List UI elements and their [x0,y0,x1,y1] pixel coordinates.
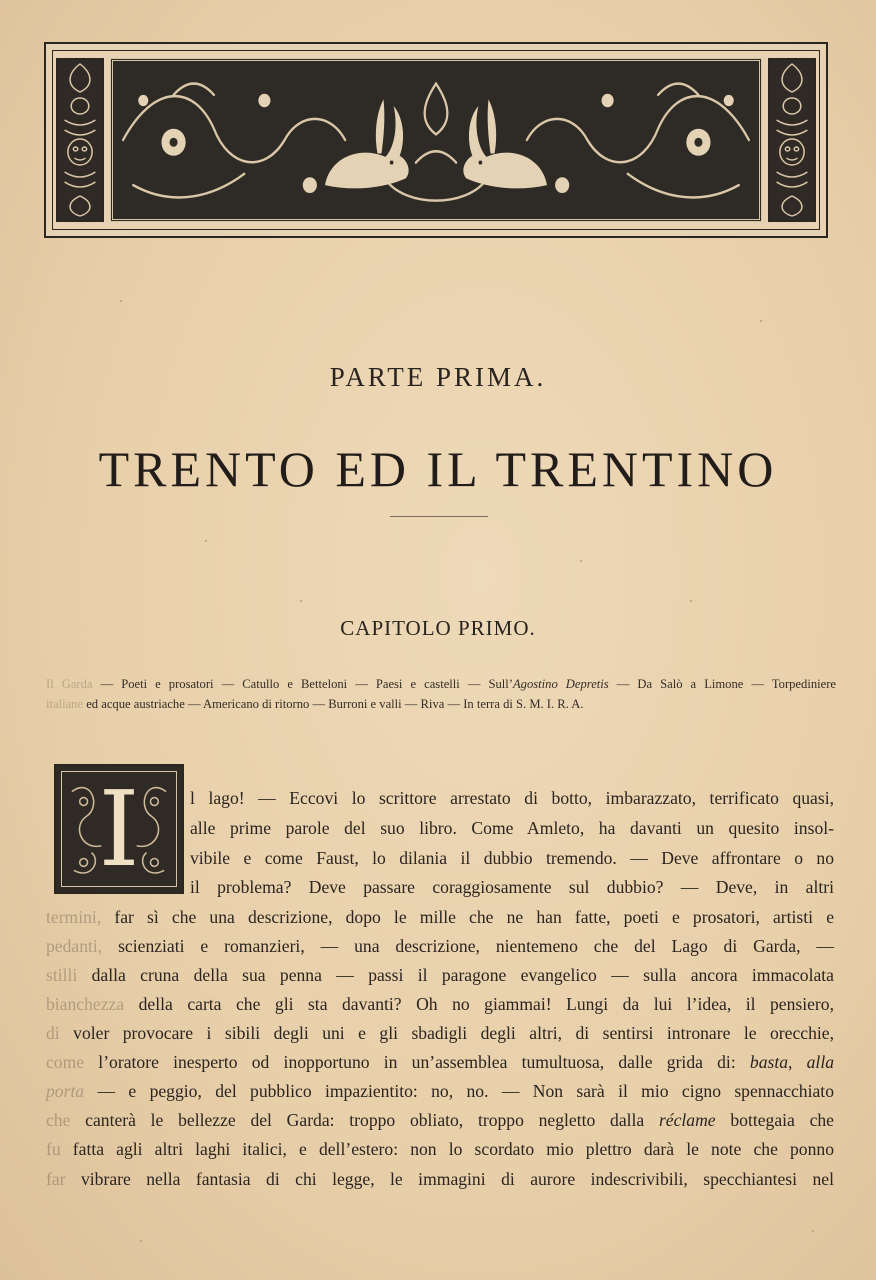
decorated-initial [54,764,184,894]
right-grotesque-ornament [768,58,816,222]
chapter-title: CAPITOLO PRIMO. [340,616,536,640]
faded-word: come [46,1052,85,1072]
part-title: PARTE PRIMA. [329,362,547,392]
paper-speck [690,600,692,602]
summary-faded-text: italiane [46,697,84,711]
body-line [46,1078,834,1104]
faded-word: di [46,1023,60,1043]
summary-line-2 [46,694,836,714]
line-text: dalla cruna della sua penna — passi il paragone evangelico — sulla ancora immacolata [77,965,834,985]
body-line [46,904,834,930]
body-line: vibile e come Faust, lo dilania il dubbio tremendo. — Deve affrontare o no [190,848,834,868]
body-line: il problema? Deve passare coraggiosamente sul dubbio? — Deve, in altri [190,877,834,897]
line-text: canterà le bellezze del Garda: troppo obliato, troppo negletto dalla [70,1110,659,1130]
body-line [46,1136,834,1162]
body-line: alle prime parole del suo libro. Come Amleto, ha davanti un quesito insol- [190,818,834,838]
body-line [46,1107,834,1133]
body-line [46,1020,834,1046]
italic-text: basta, alla [749,1052,834,1072]
body-line [46,962,834,988]
line-text: voler provocare i sibili degli uni e gli sbadigli degli altri, di sentirsi intronare le orecchie, [59,1023,834,1043]
faded-italic-word: porta [46,1081,85,1101]
summary-faded-text: Il Garda [46,677,93,691]
line-text: vibrare nella fantasia di chi legge, le immagini di aurore indescrivibili, specchiantesi nel [65,1169,834,1189]
paper-speck [300,600,302,602]
body-line [46,933,834,959]
faded-word: far [46,1169,66,1189]
faded-word: termini, [46,907,102,927]
initial-letter: I [98,768,140,890]
faded-word: bianchezza [46,994,125,1014]
body-line [46,1166,834,1192]
paper-speck [140,1240,142,1242]
title-divider [390,516,488,517]
initial-frame [61,768,177,890]
faded-word: fu [46,1139,61,1159]
ornamental-header-banner [44,42,828,238]
summary-text: ed acque austriache — Americano di ritorno — Burroni e valli — Riva — In terra di S. M. I. R. A. [83,697,584,711]
paper-speck [812,1230,814,1232]
paper-speck [120,300,122,302]
left-grotesque-ornament [56,58,104,222]
line-text: della carta che gli sta davanti? Oh no giammai! Lungi da lui l’idea, il pensiero, [124,994,834,1014]
body-line: l lago! — Eccovi lo scrittore arrestato di botto, imbarazzato, terrificato quasi, [190,788,834,808]
summary-text: — Da Salò a Limone — Torpediniere [608,677,836,691]
line-text: — e peggio, del pubblico impazientito: no, no. — Non sarà il mio cigno spennacchiato [84,1081,834,1101]
body-line [46,991,834,1017]
faded-word: pedanti, [46,936,103,956]
italic-text: réclame [658,1110,716,1130]
line-text: bottegaia che [715,1110,834,1130]
chapter-summary [46,674,836,714]
paper-speck [580,560,582,562]
line-text: fatta agli altri laghi italici, e dell’estero: non lo scordato mio plettro darà le note che ponno [60,1139,834,1159]
paper-speck [205,540,207,542]
summary-italic-text: Agostino Depretis [512,677,609,691]
rabbits-scroll-ornament [110,58,762,222]
faded-word: stilli [46,965,78,985]
summary-line-1 [46,674,836,694]
line-text: scienziati e romanzieri, — una descrizione, nientemeno che del Lago di Garda, — [102,936,834,956]
line-text: far sì che una descrizione, dopo le mille che ne han fatte, poeti e prosatori, artisti e [101,907,834,927]
line-text: l’oratore inesperto od inopportuno in un’assemblea tumultuosa, dalle grida di: [84,1052,750,1072]
faded-word: che [46,1110,71,1130]
body-line [46,1049,834,1075]
page-title: TRENTO ED IL TRENTINO [98,441,778,497]
summary-text: — Poeti e prosatori — Catullo e Betteloni — Paesi e castelli — Sull’ [92,677,513,691]
paper-speck [760,320,762,322]
